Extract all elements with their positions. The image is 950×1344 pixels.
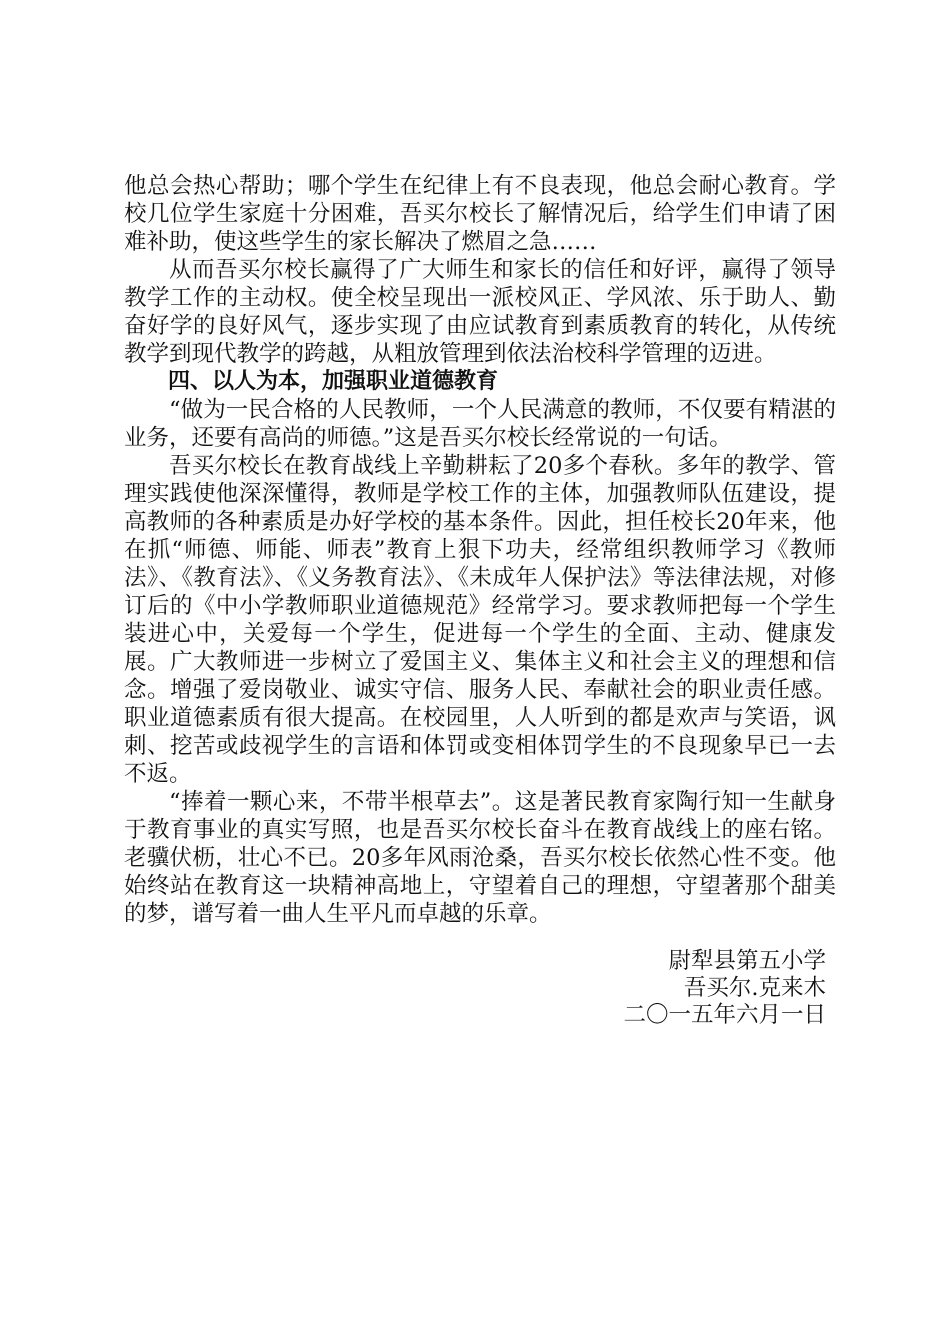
document-body bbox=[124, 172, 836, 928]
paragraph-4: 吾买尔校长在教育战线上辛勤耕耘了20多个春秋。多年的教学、管理实践使他深深懂得，教师是学校工作的主体，加强教师队伍建设，提高教师的各种素质是办好学校的基本条件。因此，担任校长20年来，他在抓“师德、师能、师表”教育上狠下功夫，经常组织教师学习《教师法》、《教育法》、《义务教育法》、《未成年人保护法》等法律法规，对修订后的《中小学教师职业道德规范》经常学习。要求教师把每一个学生装进心中，关爱每一个学生，促进每一个学生的全面、主动、健康发展。广大教师进一步树立了爱国主义、集体主义和社会主义的理想和信念。增强了爱岗敬业、诚实守信、服务人民、奉献社会的职业责任感。职业道德素质有很大提高。在校园里，人人听到的都是欢声与笑语，讽刺、挖苦或歧视学生的言语和体罚或变相体罚学生的不良现象早已一去不返。 bbox=[124, 453, 836, 787]
section-heading: 四、以人为本，加强职业道德教育 bbox=[168, 369, 499, 394]
signature-author: 吾买尔.克来木 bbox=[683, 975, 826, 1001]
signature-organization: 尉犁县第五小学 bbox=[668, 948, 826, 974]
paragraph-1: 他总会热心帮助；哪个学生在纪律上有不良表现，他总会耐心教育。学校几位学生家庭十分困难，吾买尔校长了解情况后，给学生们申请了困难补助，使这些学生的家长解决了燃眉之急…… bbox=[124, 173, 836, 255]
paragraph-3: “做为一民合格的人民教师，一个人民满意的教师，不仅要有精湛的业务，还要有高尚的师德。”这是吾买尔校长经常说的一句话。 bbox=[124, 397, 836, 451]
signature-date: 二〇一五年六月一日 bbox=[623, 1002, 826, 1028]
paragraph-2: 从而吾买尔校长赢得了广大师生和家长的信任和好评，赢得了领导教学工作的主动权。使全校呈现出一派校风正、学风浓、乐于助人、勤奋好学的良好风气，逐步实现了由应试教育到素质教育的转化，从传统教学到现代教学的跨越，从粗放管理到依法治校科学管理的迈进。 bbox=[124, 257, 836, 367]
signature-block bbox=[623, 948, 826, 1029]
paragraph-5: “捧着一颗心来，不带半根草去”。这是著民教育家陶行知一生献身于教育事业的真实写照，也是吾买尔校长奋斗在教育战线上的座右铭。老骥伏枥，壮心不已。20多年风雨沧桑，吾买尔校长依然心性不变。他始终站在教育这一块精神高地上，守望着自己的理想，守望著那个甜美的梦，谱写着一曲人生平凡而卓越的乐章。 bbox=[124, 789, 836, 927]
